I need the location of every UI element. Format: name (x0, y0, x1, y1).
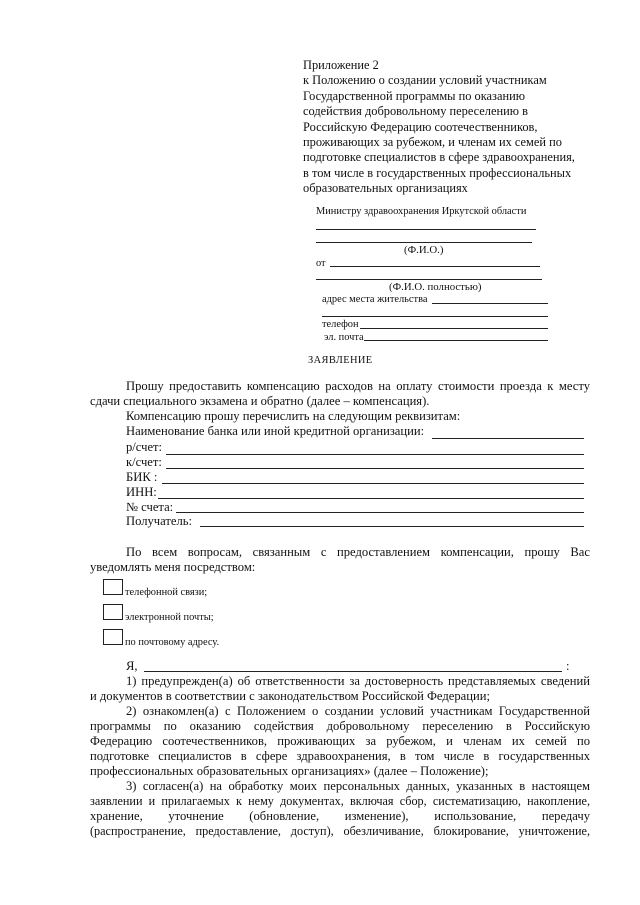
notify-line-2: уведомлять меня посредством: (90, 560, 256, 574)
option-post-checkbox[interactable] (103, 629, 123, 645)
option-phone-label: телефонной связи; (125, 587, 208, 598)
appendix-line: образовательных организациях (303, 181, 468, 196)
appendix-line: Государственной программы по оказанию (303, 88, 525, 103)
account-field[interactable] (176, 512, 584, 513)
addressee-to: Министру здравоохранения Иркутской области (316, 206, 527, 217)
consent-p1-line-2: и документов в соответствии с законодательством Российской Федерации; (90, 689, 490, 703)
appendix-line: проживающих за рубежом, и членам их семей по (303, 135, 562, 150)
option-email-checkbox[interactable] (103, 604, 123, 620)
consent-p2-line-1: 2) ознакомлен(а) с Положением о создании условий участникам Государственной (126, 704, 590, 718)
email-label: эл. почта (324, 332, 364, 343)
address-label: адрес места жительства (322, 294, 428, 305)
bank-field[interactable] (432, 438, 584, 439)
consent-p2-line-4: подготовке специалистов в сфере здравоохранения, в том числе в государственных (90, 749, 590, 763)
ks-field[interactable] (166, 468, 584, 469)
option-email-label: электронной почты; (125, 612, 214, 623)
consent-name-field[interactable] (144, 671, 562, 672)
inn-label: ИНН: (126, 485, 157, 499)
request-line-3: Компенсацию прошу перечислить на следующим реквизитам: (126, 409, 461, 423)
consent-p3-line-3: хранение, уточнение (обновление, изменение), использование, передачу (90, 809, 590, 823)
consent-ya: Я, (126, 659, 138, 673)
option-post-label: по почтовому адресу. (125, 637, 220, 648)
rs-field[interactable] (166, 454, 584, 455)
request-line-1: Прошу предоставить компенсацию расходов на оплату стоимости проезда к месту (126, 379, 590, 393)
inn-field[interactable] (158, 498, 584, 499)
consent-p2-line-2: программы по оказанию содействия добровольному переселению в Российскую (90, 719, 590, 733)
recipient-field[interactable] (200, 526, 584, 527)
fio-full-caption: (Ф.И.О. полностью) (389, 281, 482, 293)
consent-p2-line-3: Федерацию соотечественников, проживающих за рубежом, и членам их семей по (90, 734, 590, 748)
email-field[interactable] (364, 340, 548, 341)
statement-heading: ЗАЯВЛЕНИЕ (308, 355, 373, 366)
phone-label: телефон (322, 319, 359, 330)
consent-p2-line-5: профессиональных образовательных организациях» (далее – Положение); (90, 764, 489, 778)
address-field-2[interactable] (322, 316, 548, 317)
consent-p3-line-2: заявлении и прилагаемых к нему документах, включая сбор, систематизацию, накопление, (90, 794, 590, 808)
consent-colon: : (566, 659, 570, 673)
from-label: от (316, 258, 326, 269)
from-field-2[interactable] (316, 279, 542, 280)
recipient-label: Получатель: (126, 514, 193, 528)
appendix-line: к Положению о создании условий участникам (303, 73, 547, 88)
rs-label: р/счет: (126, 440, 163, 454)
appendix-line: в том числе в государственных профессиональных (303, 165, 572, 180)
account-label: № счета: (126, 500, 174, 514)
consent-p3-line-1: 3) согласен(а) на обработку моих персональных данных, указанных в настоящем (126, 779, 590, 793)
bik-field[interactable] (162, 483, 584, 484)
bik-label: БИК : (126, 470, 158, 484)
consent-p3-line-4: (распространение, предоставление, доступ), обезличивание, блокирование, уничтожение, (90, 824, 590, 838)
appendix-line: содействия добровольному переселению в (303, 104, 528, 119)
addressee-line-2[interactable] (316, 242, 532, 243)
request-line-2: сдачи специального экзамена и обратно (далее – компенсация). (90, 394, 430, 408)
ks-label: к/счет: (126, 455, 162, 469)
option-phone-checkbox[interactable] (103, 579, 123, 595)
address-field[interactable] (432, 303, 548, 304)
appendix-block (303, 58, 575, 197)
addressee-line-1[interactable] (316, 229, 536, 230)
from-field[interactable] (330, 266, 540, 267)
appendix-line: подготовке специалистов в сфере здравоохранения, (303, 150, 575, 165)
consent-p1-line-1: 1) предупрежден(а) об ответственности за достоверность представляемых сведений (126, 674, 590, 688)
phone-field[interactable] (360, 328, 548, 329)
appendix-line: Российскую Федерацию соотечественников, (303, 119, 538, 134)
bank-label: Наименование банка или иной кредитной организации: (126, 424, 425, 438)
fio-caption: (Ф.И.О.) (404, 244, 444, 256)
notify-line-1: По всем вопросам, связанным с предоставлением компенсации, прошу Вас (126, 545, 590, 559)
appendix-title: Приложение 2 (303, 58, 379, 72)
